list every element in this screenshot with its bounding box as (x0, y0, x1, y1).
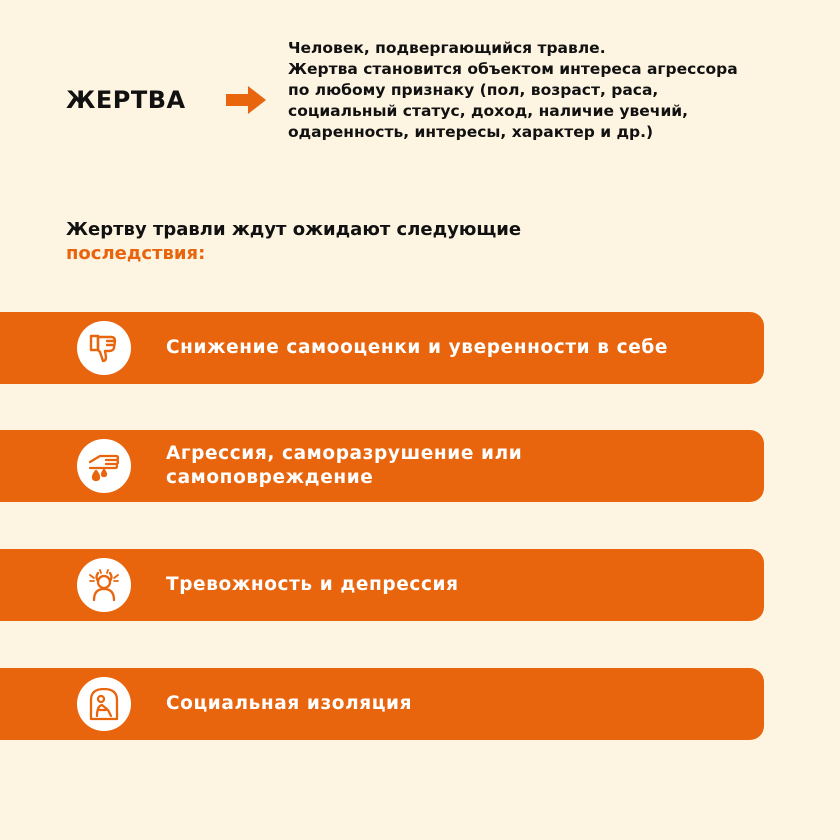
term-definition: Человек, подвергающийся травле. Жертва становится объектом интереса агрессора по любому признаку (пол, возраст, раса, социальный статус, доход, наличие увечий, одаренность, интересы, характер и др.) (288, 39, 738, 141)
consequence-card (0, 549, 764, 621)
intro-accent: последствия: (66, 243, 206, 264)
arrow-right-icon (226, 85, 268, 115)
consequence-label: Агрессия, саморазрушение или самоповреждение (166, 443, 523, 488)
consequences-intro (66, 218, 766, 266)
consequence-label: Тревожность и депрессия (166, 574, 459, 595)
consequence-label: Социальная изоляция (166, 693, 413, 714)
term-heading: ЖЕРТВА (66, 86, 186, 114)
intro-text: Жертву травли ждут ожидают следующие (66, 219, 522, 240)
consequence-label: Снижение самооценки и уверенности в себе (166, 337, 669, 358)
thumbs-down-icon (77, 321, 131, 375)
consequence-card (0, 668, 764, 740)
dripping-hand-icon (77, 439, 131, 493)
anxious-person-icon (77, 558, 131, 612)
consequence-card (0, 312, 764, 384)
isolated-person-icon (77, 677, 131, 731)
consequence-card (0, 430, 764, 502)
